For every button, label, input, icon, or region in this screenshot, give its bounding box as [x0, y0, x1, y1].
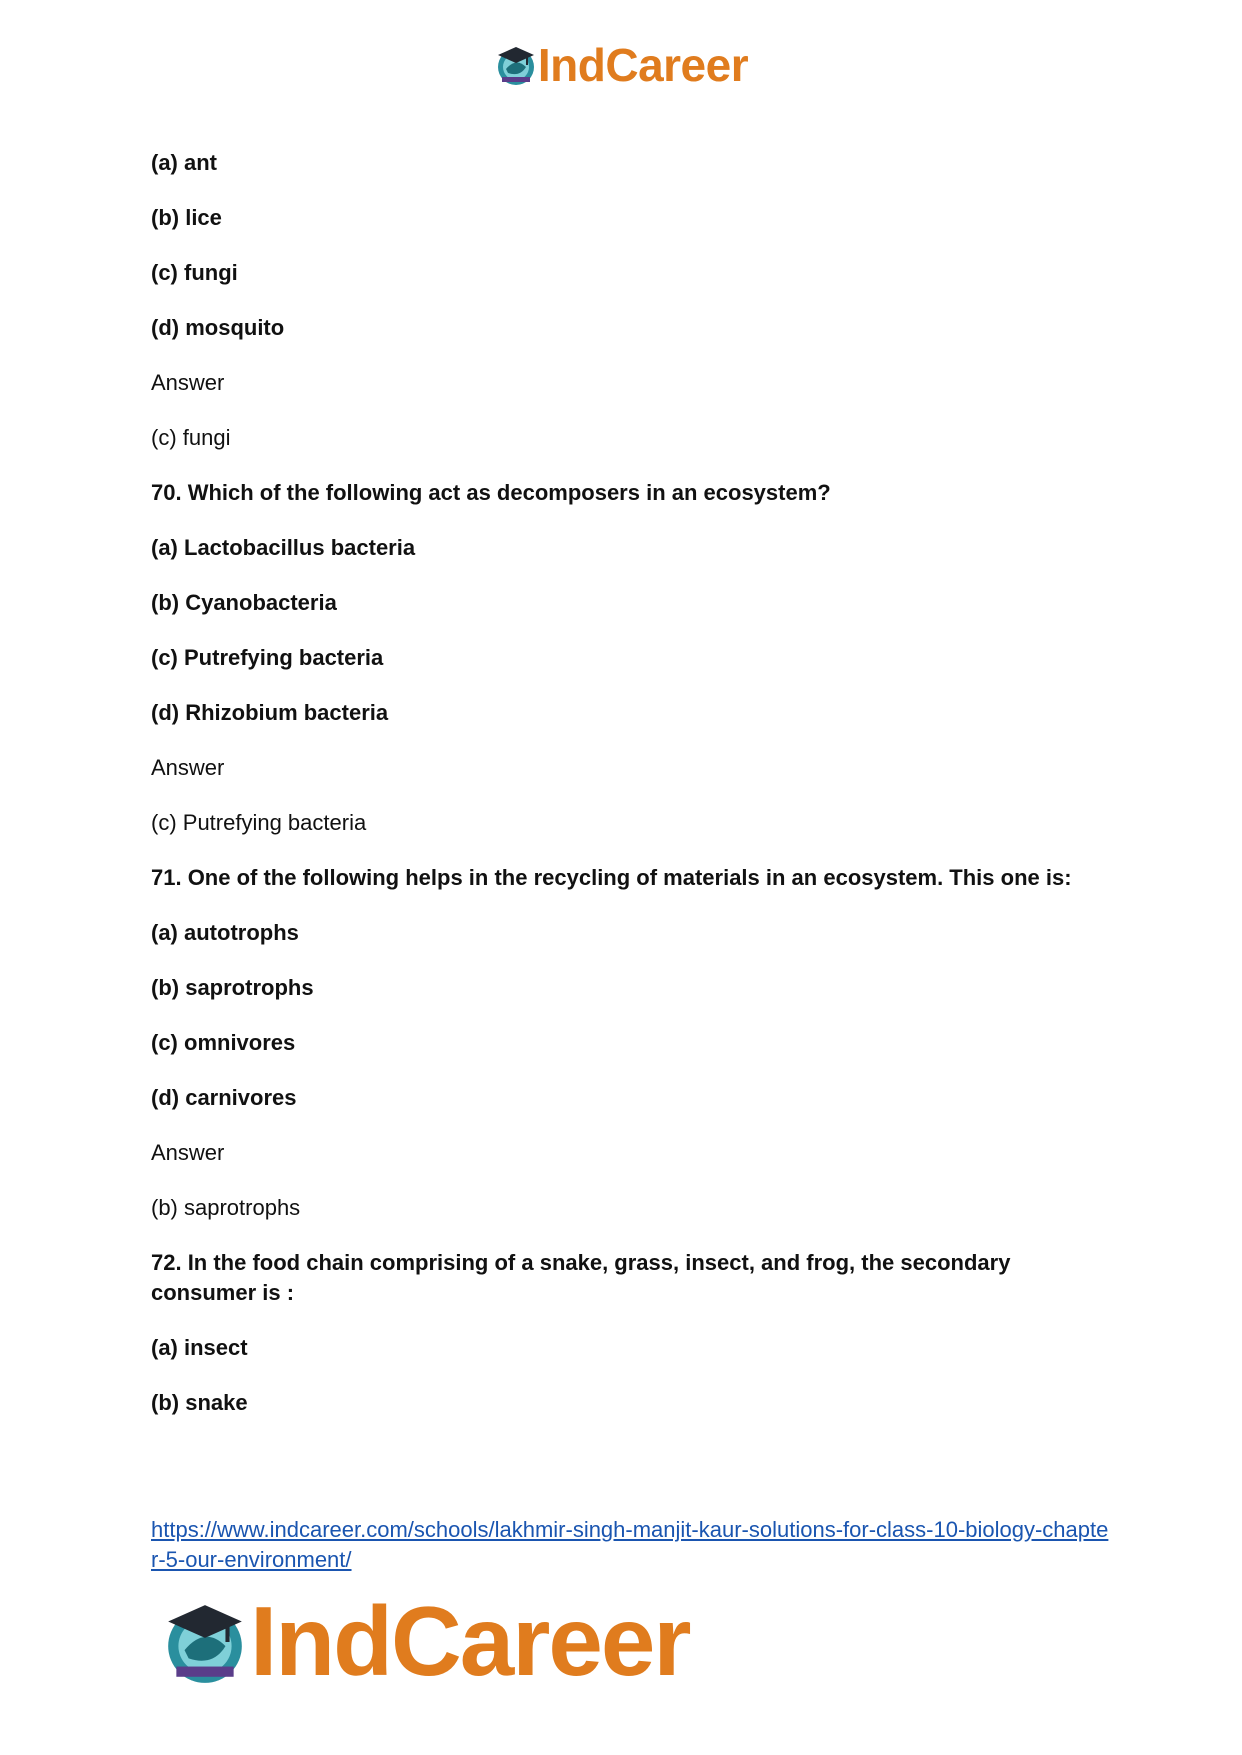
answer-line: Answer [151, 1140, 225, 1165]
graduation-globe-icon [494, 43, 538, 87]
question-line: (a) ant [151, 150, 217, 175]
question-line: 70. Which of the following act as decomposers in an ecosystem? [151, 480, 831, 505]
answer-line: Answer [151, 370, 225, 395]
question-line: (d) carnivores [151, 1085, 297, 1110]
brand-name-large: IndCareer [250, 1586, 690, 1696]
header-logo [0, 38, 1242, 92]
question-line: (a) insect [151, 1335, 248, 1360]
question-line: (c) Putrefying bacteria [151, 645, 384, 670]
question-line: (b) lice [151, 205, 222, 230]
brand-logo [494, 38, 748, 92]
question-line: 72. In the food chain comprising of a snake, grass, insect, and frog, the secondary consumer is : [151, 1250, 1011, 1305]
question-line: (b) saprotrophs [151, 975, 314, 1000]
question-line: (d) Rhizobium bacteria [151, 700, 389, 725]
question-line: (a) Lactobacillus bacteria [151, 535, 416, 560]
question-line: (b) Cyanobacteria [151, 590, 337, 615]
answer-line: Answer [151, 755, 225, 780]
brand-logo-large [160, 1585, 690, 1698]
source-link[interactable]: https://www.indcareer.com/schools/lakhmir-singh-manjit-kaur-solutions-for-class-10-biology-chapter-5-our-environment/ [151, 1517, 1109, 1572]
question-line: (c) omnivores [151, 1030, 296, 1055]
question-line: (d) mosquito [151, 315, 285, 340]
brand-name: IndCareer [537, 39, 749, 91]
question-line: (a) autotrophs [151, 920, 299, 945]
question-line: (b) snake [151, 1390, 248, 1415]
answer-line: (c) fungi [151, 425, 231, 450]
footer-logo [160, 1585, 690, 1698]
question-line: 71. One of the following helps in the recycling of materials in an ecosystem. This one is: [151, 865, 1072, 890]
answer-line: (b) saprotrophs [151, 1195, 301, 1220]
graduation-globe-icon [160, 1597, 250, 1687]
question-line: (c) fungi [151, 260, 238, 285]
answer-line: (c) Putrefying bacteria [151, 810, 367, 835]
